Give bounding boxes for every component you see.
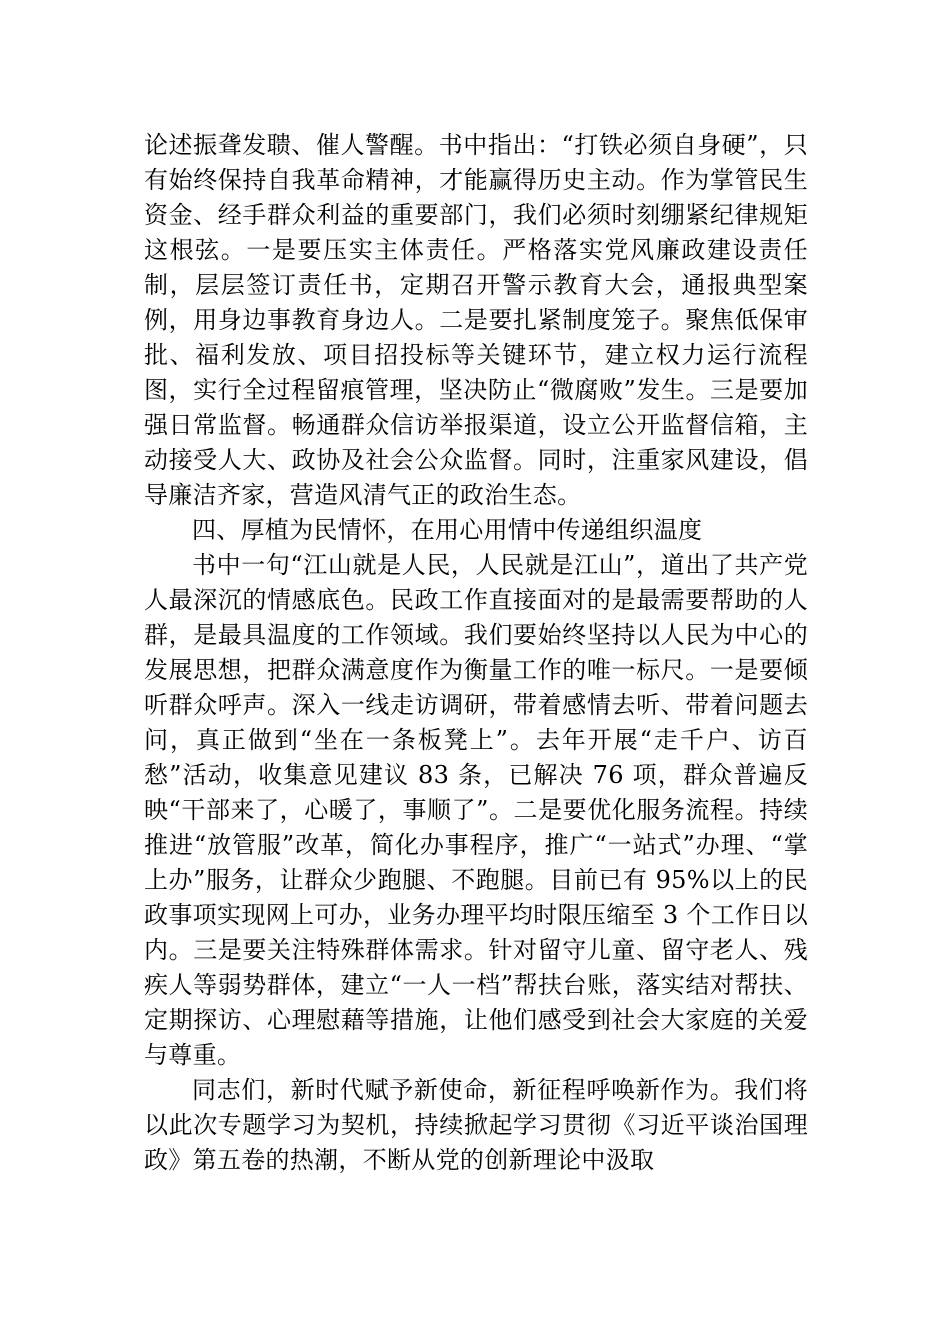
paragraph-closing: 同志们，新时代赋予新使命，新征程呼唤新作为。我们将以此次专题学习为契机，持续掀起学习贯彻《习近平谈治国理政》第五卷的热潮，不断从党的创新理论中汲取	[144, 1076, 808, 1174]
document-body	[144, 128, 808, 1178]
paragraph-discipline-continued: 论述振聋发聩、催人警醒。书中指出：“打铁必须自身硬”，只有始终保持自我革命精神，才能赢得历史主动。作为掌管民生资金、经手群众利益的重要部门，我们必须时刻绷紧纪律规矩这根弦。一是要压实主体责任。严格落实党风廉政建设责任制，层层签订责任书，定期召开警示教育大会，通报典型案例，用身边事教育身边人。二是要扎紧制度笼子。聚焦低保审批、福利发放、项目招投标等关键环节，建立权力运行流程图，实行全过程留痕管理，坚决防止“微腐败”发生。三是要加强日常监督。畅通群众信访举报渠道，设立公开监督信箱，主动接受人大、政协及社会公众监督。同时，注重家风建设，倡导廉洁齐家，营造风清气正的政治生态。	[144, 131, 808, 509]
section-heading-four: 四、厚植为民情怀，在用心用情中传递组织温度	[192, 516, 703, 544]
paragraph-people-centered: 书中一句“江山就是人民，人民就是江山”，道出了共产党人最深沉的情感底色。民政工作直接面对的是最需要帮助的人群，是最具温度的工作领域。我们要始终坚持以人民为中心的发展思想，把群众满意度作为衡量工作的唯一标尺。一是要倾听群众呼声。深入一线走访调研，带着感情去听、带着问题去问，真正做到“坐在一条板凳上”。去年开展“走千户、访百愁”活动，收集意见建议 83 条，已解决 76 项，群众普遍反映“干部来了，心暖了，事顺了”。二是要优化服务流程。持续推进“放管服”改革，简化办事程序，推广“一站式”办理、“掌上办”服务，让群众少跑腿、不跑腿。目前已有 95%以上的民政事项实现网上可办，业务办理平均时限压缩至 3 个工作日以内。三是要关注特殊群体需求。针对留守儿童、留守老人、残疾人等弱势群体，建立“一人一档”帮扶台账，落实结对帮扶、定期探访、心理慰藉等措施，让他们感受到社会大家庭的关爱与尊重。	[144, 551, 808, 1069]
